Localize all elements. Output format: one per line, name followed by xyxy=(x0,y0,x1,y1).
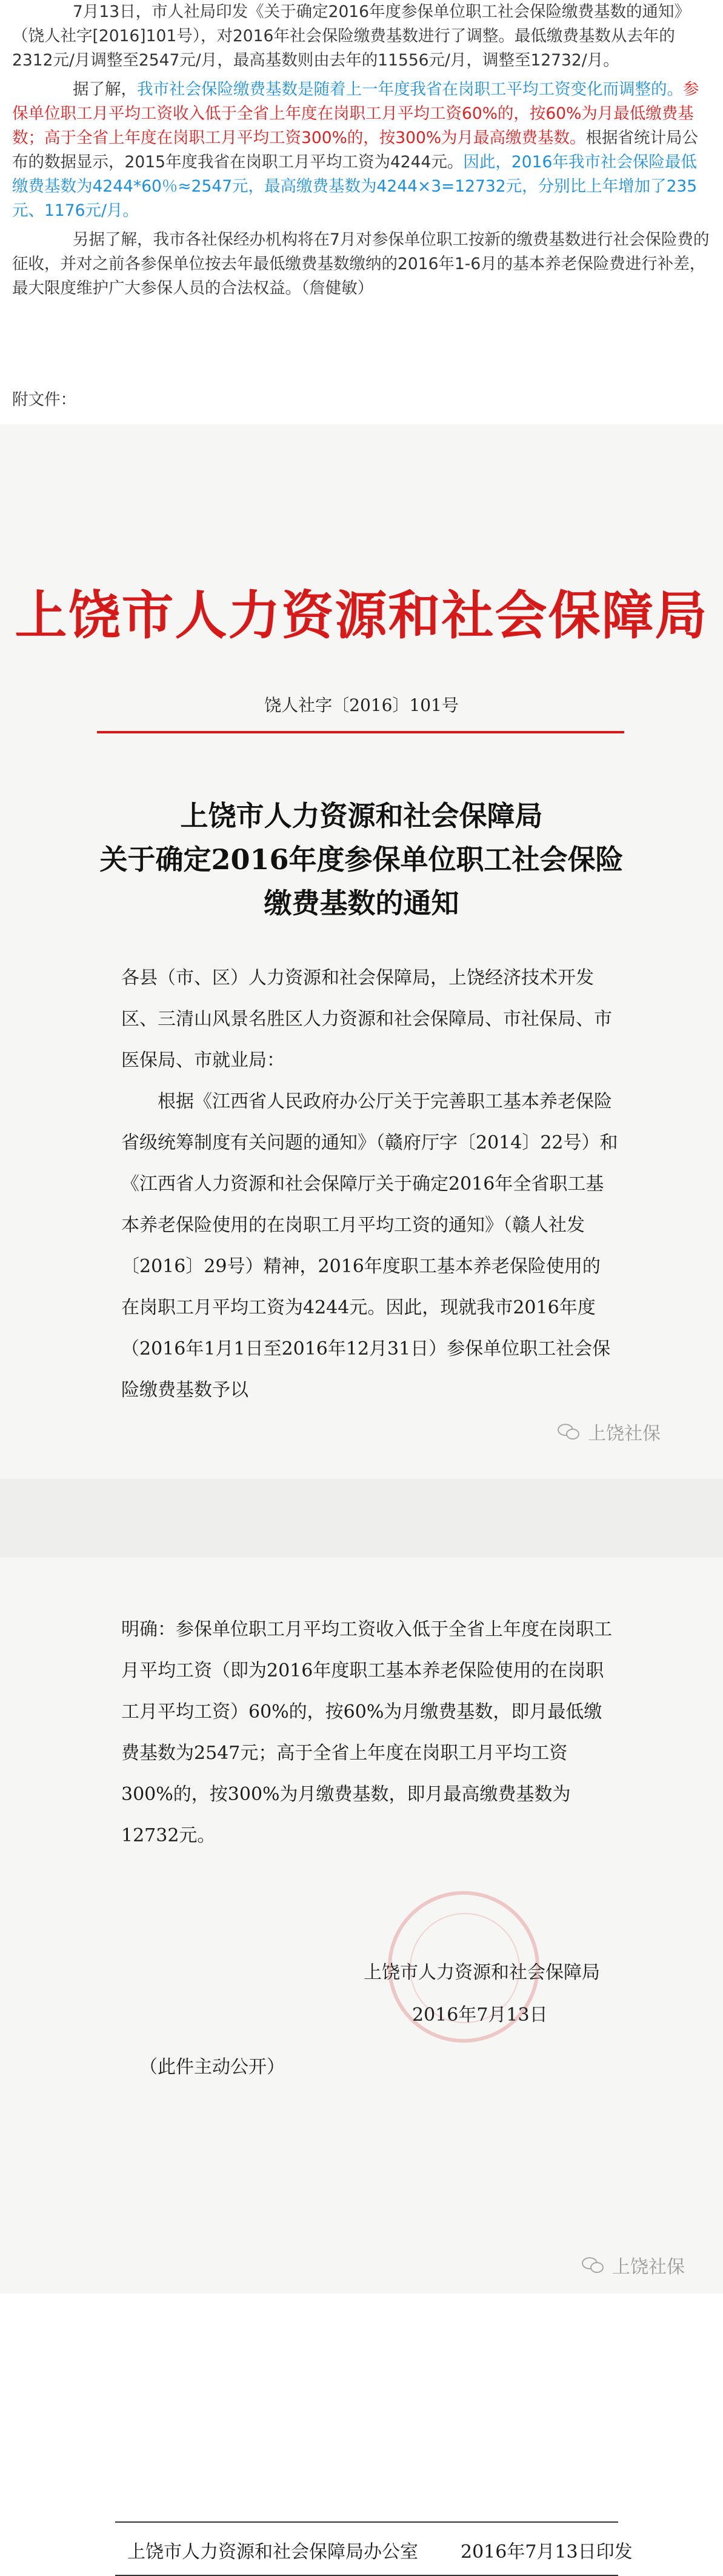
watermark-page-2 xyxy=(582,2252,685,2278)
watermark-text: 上饶社保 xyxy=(588,1423,661,1444)
wechat-icon xyxy=(558,1423,582,1441)
notice-title-line-2: 关于确定2016年度参保单位职工社会保险 xyxy=(99,843,624,876)
agency-letterhead-title: 上饶市人力资源和社会保障局 xyxy=(15,585,708,646)
notice-title xyxy=(0,794,723,925)
attachment-label: 附文件： xyxy=(12,390,76,409)
wechat-icon xyxy=(582,2256,606,2274)
footer-rule-top xyxy=(115,2521,618,2523)
letterhead-red-rule xyxy=(97,731,624,733)
paragraph-3-text: 另据了解，我市各社保经办机构将在7月对参保单位职工按新的缴费基数进行社会保险费的征收，并对之前各参保单位按去年最低缴费基数缴纳的2016年1-6月的基本养老保险费进行补差，最大限度维护广大参保人员的合法权益。（詹健敏） xyxy=(12,230,710,298)
document-number: 饶人社字〔2016〕101号 xyxy=(264,695,459,715)
paragraph-2-intro: 据了解， xyxy=(73,80,137,99)
article-paragraph-3 xyxy=(12,228,713,301)
footer-issuing-office: 上饶市人力资源和社会保障局办公室 xyxy=(127,2541,418,2563)
document-body-page-1 xyxy=(121,958,618,1411)
document-body-paragraph-1: 根据《江西省人民政府办公厅关于完善职工基本养老保险省级统筹制度有关问题的通知》（赣府厅字〔2014〕22号）和《江西省人力资源和社会保障厅关于确定2016年全省职工基本养老保险使用的在岗职工月平均工资的通知》（赣人社发〔2016〕29号）精神，2016年度职工基本养老保险使用的在岗职工月平均工资为4244元。因此，现就我市2016年度（2016年1月1日至2016年12月31日）参保单位职工社会保险缴费基数予以 xyxy=(121,1091,618,1401)
notice-title-line-1: 上饶市人力资源和社会保障局 xyxy=(180,799,543,832)
public-disclosure-note: （此件主动公开） xyxy=(139,2057,285,2078)
signature-organization: 上饶市人力资源和社会保障局 xyxy=(364,1962,600,1983)
paragraph-2-red-highlight: 参保单位职工月平均工资收入低于全省上年度在岗职工月平均工资60%的，按60%为月最低缴费基数；高于全省上年度在岗职工月平均工资300%的，按300%为月最高缴费基数。 xyxy=(12,80,699,147)
document-signature xyxy=(364,1952,618,2037)
article-paragraph-1 xyxy=(12,0,713,73)
article-body xyxy=(12,0,713,301)
signature-date: 2016年7月13日 xyxy=(412,2004,548,2026)
footer-print-date: 2016年7月13日印发 xyxy=(461,2541,633,2563)
paragraph-2-statistics: 根据省统计局公布的数据显示，2015年度我省在岗职工月平均工资为4244元。 xyxy=(12,128,699,172)
watermark-page-1 xyxy=(558,1418,661,1445)
attached-document-image xyxy=(0,424,723,2563)
document-addressee: 各县（市、区）人力资源和社会保障局，上饶经济技术开发区、三清山风景名胜区人力资源和社会保障局、市社保局、市医保局、市就业局： xyxy=(121,967,612,1071)
article-paragraph-2 xyxy=(12,78,713,223)
paragraph-2-blue-highlight-2: 因此，2016年我市社会保险最低缴费基数为4244*60％≈2547元，最高缴费基数为4244×3=12732元，分别比上年增加了235元、1176元/月。 xyxy=(12,153,698,220)
watermark-text: 上饶社保 xyxy=(612,2257,685,2278)
document-body-page-2 xyxy=(121,1609,618,1857)
paragraph-2-blue-highlight-1: 我市社会保险缴费基数是随着上一年度我省在岗职工平均工资变化而调整的。 xyxy=(137,80,683,99)
paragraph-1-text: 7月13日，市人社局印发《关于确定2016年度参保单位职工社会保险缴费基数的通知》（饶人社字[2016]101号），对2016年社会保险缴费基数进行了调整。最低缴费基数从去年的2312元/月调整至2547元/月，最高基数则由去年的11556元/月，调整至12732/月。 xyxy=(12,2,691,70)
page-break xyxy=(0,1479,723,1558)
document-body-paragraph-2: 明确：参保单位职工月平均工资收入低于全省上年度在岗职工月平均工资（即为2016年度职工基本养老保险使用的在岗职工月平均工资）60%的，按60%为月缴费基数，即月最低缴费基数为2547元；高于全省上年度在岗职工月平均工资300%的，按300%为月缴费基数，即月最高缴费基数为12732元。 xyxy=(121,1619,612,1846)
notice-title-line-3: 缴费基数的通知 xyxy=(264,887,459,919)
